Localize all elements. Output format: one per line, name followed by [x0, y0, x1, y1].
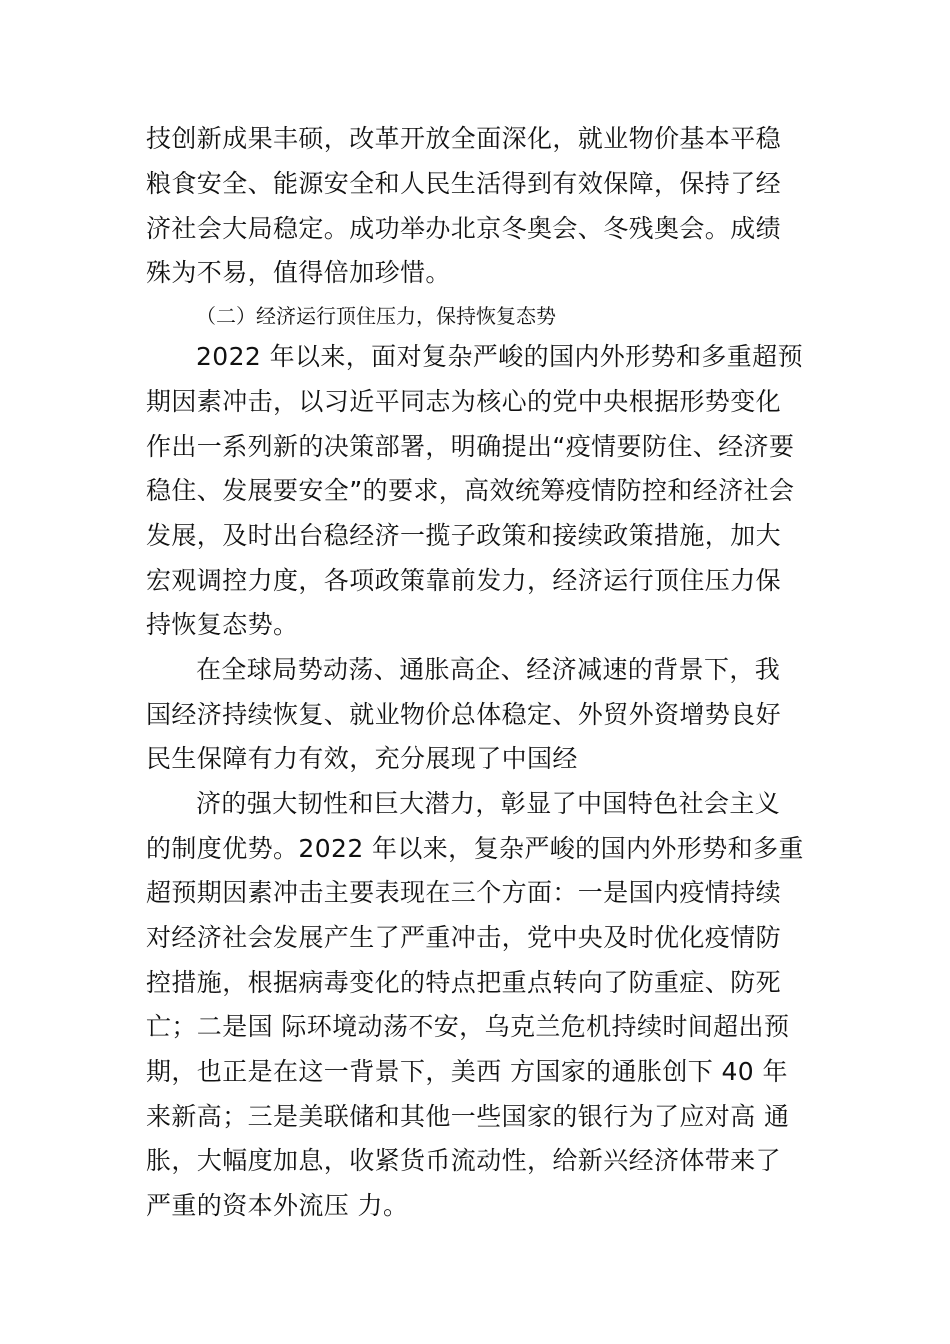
text-line: 持恢复态势。	[146, 610, 299, 639]
text-line: 控措施，根据病毒变化的特点把重点转向了防重症、防死	[146, 968, 782, 997]
text-line: 严重的资本外流压 力。	[146, 1191, 409, 1220]
text-line: 对经济社会发展产生了严重冲击，党中央及时优化疫情防	[146, 923, 782, 952]
text-line: 的制度优势。2022 年以来，复杂严峻的国内外形势和多重	[146, 834, 804, 863]
text-line: 技创新成果丰硕，改革开放全面深化，就业物价基本平稳	[146, 124, 782, 153]
text-line: 期因素冲击，以习近平同志为核心的党中央根据形势变化	[146, 387, 782, 416]
text-line: 作出一系列新的决策部署，明确提出“疫情要防住、经济要	[146, 432, 795, 461]
text-line: 2022 年以来，面对复杂严峻的国内外形势和多重超预	[196, 342, 803, 371]
text-line: 济的强大韧性和巨大潜力，彰显了中国特色社会主义	[196, 789, 781, 818]
text-line: 稳住、发展要安全”的要求，高效统筹疫情防控和经济社会	[146, 476, 795, 505]
text-line: 国经济持续恢复、就业物价总体稳定、外贸外资增势良好	[146, 700, 782, 729]
text-line: 期，也正是在这一背景下，美西 方国家的通胀创下 40 年	[146, 1057, 788, 1086]
text-line: 来新高；三是美联储和其他一些国家的银行为了应对高 通	[146, 1102, 790, 1131]
text-line: 民生保障有力有效，充分展现了中国经	[146, 744, 578, 773]
text-line: 超预期因素冲击主要表现在三个方面：一是国内疫情持续	[146, 878, 782, 907]
text-line: 粮食安全、能源安全和人民生活得到有效保障，保持了经	[146, 169, 782, 198]
text-line: 济社会大局稳定。成功举办北京冬奥会、冬残奥会。成绩	[146, 214, 782, 243]
text-line: 胀，大幅度加息，收紧货币流动性，给新兴经济体带来了	[146, 1146, 782, 1175]
section-heading: （二）经济运行顶住压力，保持恢复态势	[196, 304, 556, 328]
text-line: 发展，及时出台稳经济一揽子政策和接续政策措施，加大	[146, 521, 782, 550]
text-line: 殊为不易，值得倍加珍惜。	[146, 258, 451, 287]
text-line: 亡；二是国 际环境动荡不安，乌克兰危机持续时间超出预	[146, 1012, 790, 1041]
text-line: 在全球局势动荡、通胀高企、经济减速的背景下，我	[196, 655, 781, 684]
text-line: 宏观调控力度，各项政策靠前发力，经济运行顶住压力保	[146, 566, 782, 595]
